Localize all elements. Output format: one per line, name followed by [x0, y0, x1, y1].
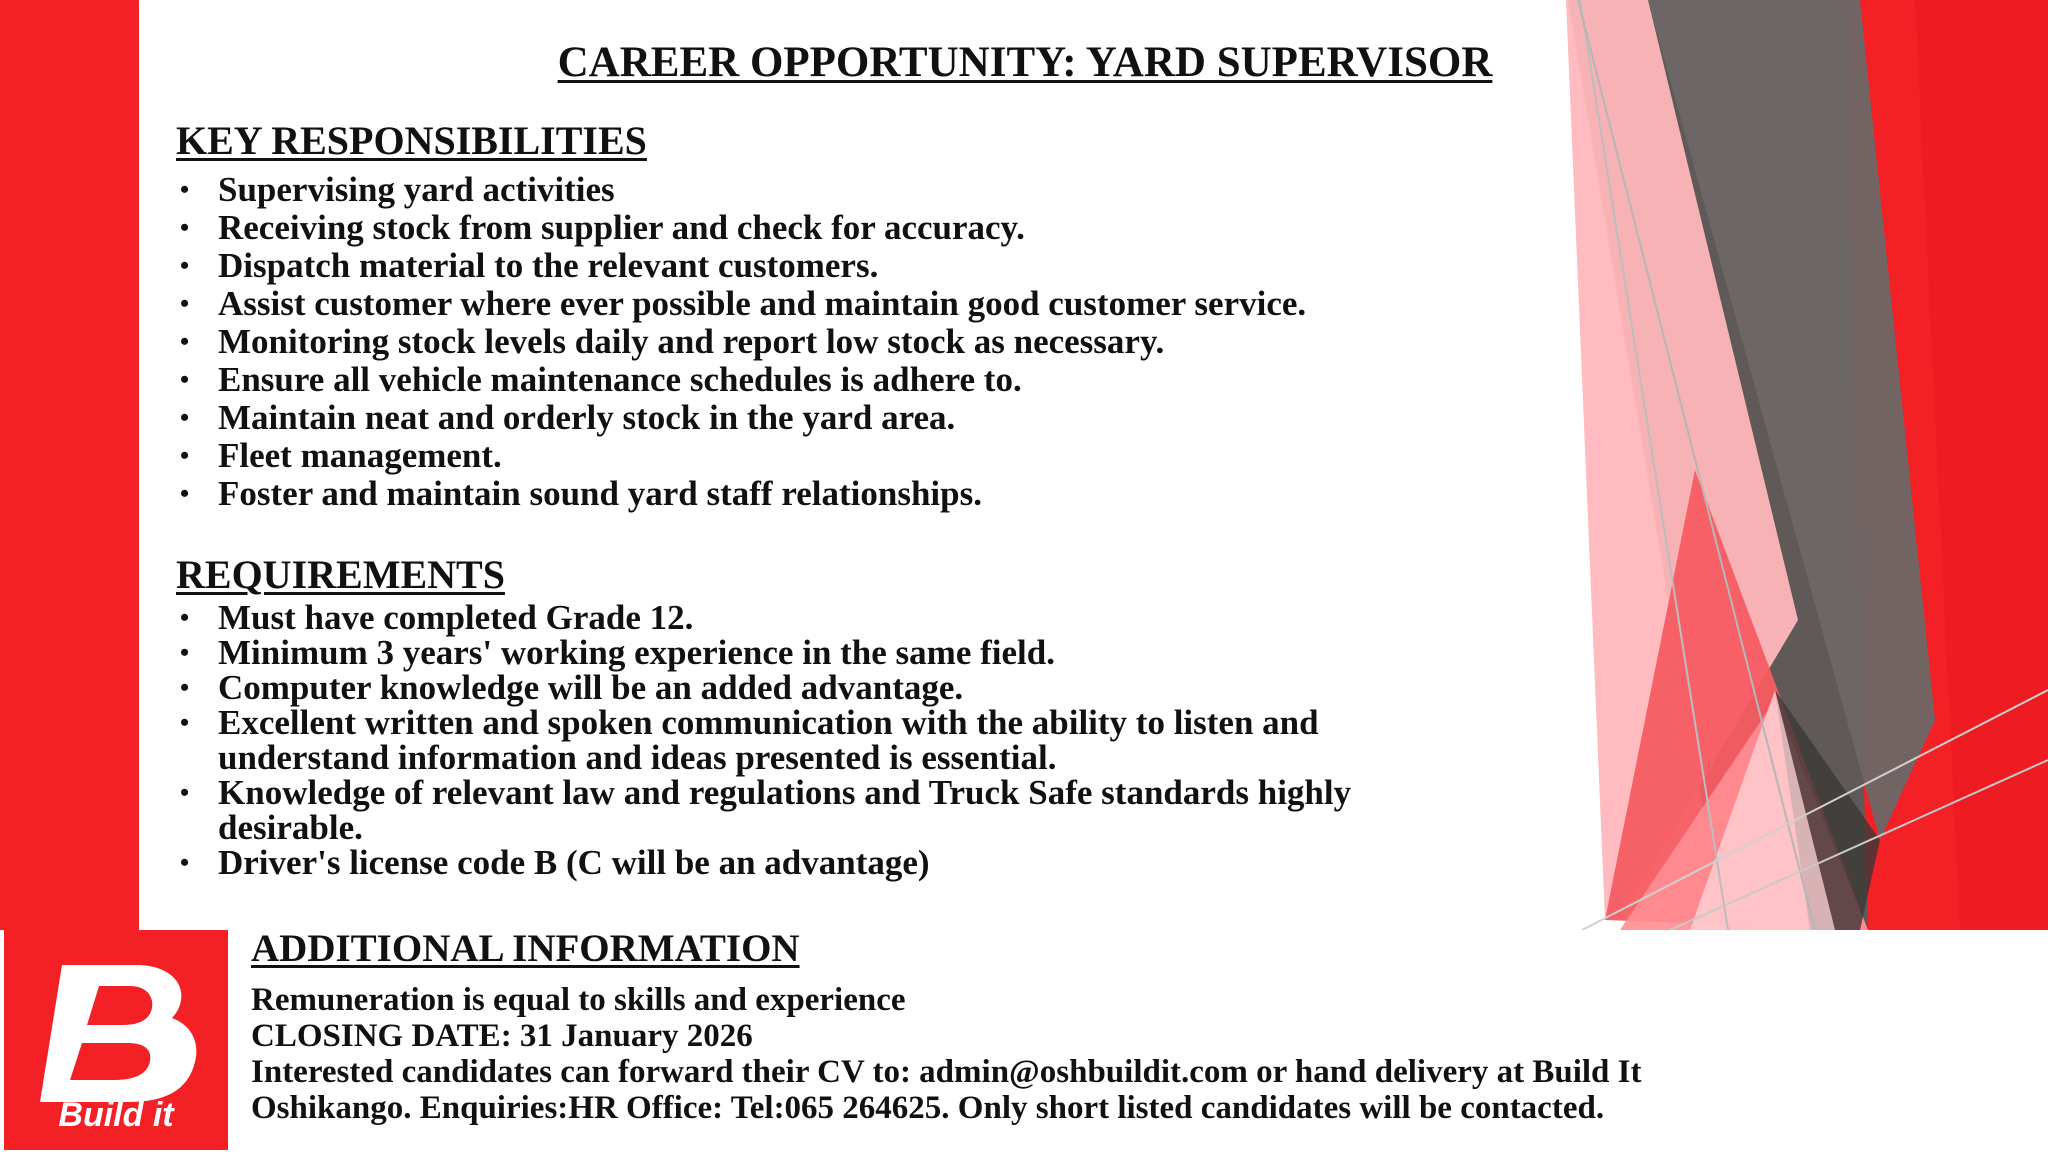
requirements-heading: REQUIREMENTS	[176, 552, 505, 597]
page-title: CAREER OPPORTUNITY: YARD SUPERVISOR	[557, 39, 1493, 86]
list-item	[218, 775, 1351, 845]
list-item	[218, 635, 1351, 670]
list-item	[218, 670, 1351, 705]
requirement-line: • Must have completed Grade 12.	[218, 598, 694, 637]
requirements-list	[218, 600, 1351, 880]
list-item: • Monitoring stock levels daily and report low stock as necessary.	[218, 323, 1306, 361]
list-item: • Fleet management.	[218, 437, 1306, 475]
additional-info-line: Interested candidates can forward their CV to: admin@oshbuildit.com or hand delivery at Build It	[251, 1054, 1642, 1090]
list-item: • Assist customer where ever possible and maintain good customer service.	[218, 285, 1306, 323]
requirement-line: • Minimum 3 years' working experience in the same field.	[218, 633, 1055, 672]
list-item	[218, 600, 1351, 635]
list-item	[218, 705, 1351, 775]
list-item	[218, 845, 1351, 880]
list-item: • Dispatch material to the relevant customers.	[218, 247, 1306, 285]
additional-info-line: CLOSING DATE: 31 January 2026	[251, 1018, 753, 1054]
logo-wordmark: Build it	[58, 1096, 174, 1134]
additional-info-line: Oshikango. Enquiries:HR Office: Tel:065 264625. Only short listed candidates will be contacted.	[251, 1090, 1605, 1126]
additional-information-text	[251, 982, 1642, 1126]
requirement-line: • Excellent written and spoken communication with the ability to listen and	[218, 703, 1319, 742]
list-item: • Ensure all vehicle maintenance schedules is adhere to.	[218, 361, 1306, 399]
list-item: • Receiving stock from supplier and check for accuracy.	[218, 209, 1306, 247]
requirement-line: • Driver's license code B (C will be an advantage)	[218, 843, 930, 882]
key-responsibilities-list	[218, 171, 1306, 513]
requirement-line: understand information and ideas presented is essential.	[218, 738, 1057, 777]
requirement-line: • Knowledge of relevant law and regulations and Truck Safe standards highly	[218, 773, 1352, 812]
list-item: • Supervising yard activities	[218, 171, 1306, 209]
list-item: • Foster and maintain sound yard staff relationships.	[218, 475, 1306, 513]
list-item: • Maintain neat and orderly stock in the yard area.	[218, 399, 1306, 437]
requirement-line: • Computer knowledge will be an added advantage.	[218, 668, 964, 707]
key-responsibilities-heading: KEY RESPONSIBILITIES	[176, 118, 647, 163]
build-it-logo	[4, 930, 228, 1150]
requirement-line: desirable.	[218, 808, 363, 847]
logo-b-icon	[40, 965, 196, 1102]
additional-info-line: Remuneration is equal to skills and experience	[251, 982, 906, 1018]
additional-information-heading: ADDITIONAL INFORMATION	[251, 927, 800, 970]
